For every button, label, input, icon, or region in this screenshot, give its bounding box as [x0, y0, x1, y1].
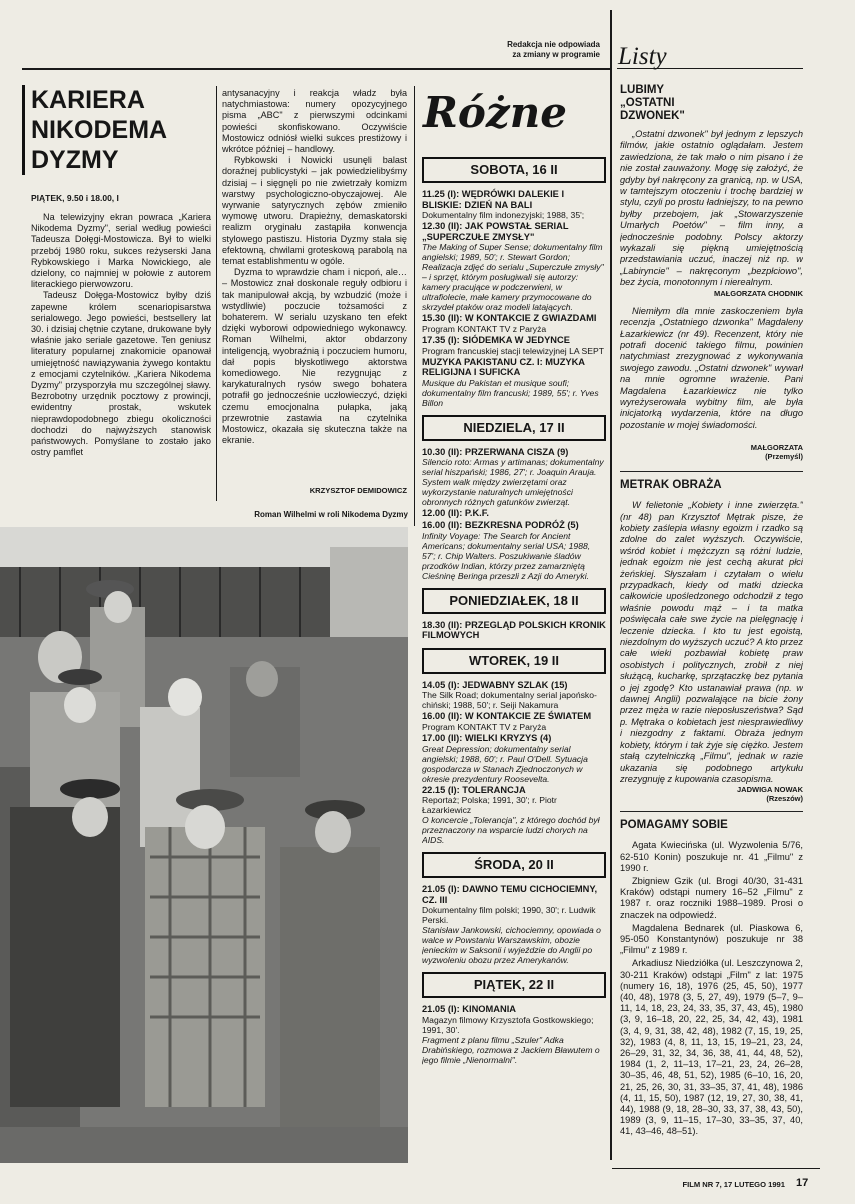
photo-caption: Roman Wilhelmi w roli Nikodema Dyzmy	[254, 510, 408, 519]
letter-title-lubimy	[620, 84, 803, 123]
footer-issue: FILM NR 7, 17 LUTEGO 1991	[682, 1180, 785, 1189]
letter-signature: MAŁGORZATA CHODNIK	[713, 288, 803, 298]
letter-body	[620, 500, 803, 803]
day-header-monday: PONIEDZIAŁEK, 18 II	[422, 588, 606, 614]
program-entry-desc: Magazyn filmowy Krzysztofa Gostkowskiego; 1991, 30'.	[422, 1014, 594, 1035]
program-entry	[422, 221, 606, 312]
letter-title-line: DZWONEK"	[620, 110, 685, 122]
letter-signature: JADWIGA NOWAK	[737, 785, 803, 795]
article-title-line: DYZMY	[31, 146, 119, 174]
top-rule	[22, 68, 610, 70]
program-entry	[422, 520, 606, 581]
article-paragraph: Tadeusz Dołęga-Mostowicz byłby dziś zapewne królem scenariopisarstwa serialowego. Jego powieści, bestsellery lat 30. i dzisiaj chętnie czytane, drukowane były właśnie jako seriale gazetowe. Ten geniusz literatury popularnej znakomicie opanował umiejętność nawiązywania żywego kontaktu z emocjami czytelników. „Kariera Nikodema Dyzmy" przysporzyła mu szczególnej sławy. Bezrobotny urzędnik pocztowy z prowincji, ewidentny prostak, wskutek nieprawdopodobnego zbiegu okoliczności dochodzi do najwyższych stanowisk państwowych. Pomyślane to zostało jako ostry pamflet	[31, 290, 211, 458]
program-entry	[422, 335, 606, 356]
article-paragraph: Na telewizyjny ekran powraca „Kariera Nikodema Dyzmy", serial według powieści Tadeusza Dołęgi-Mostowicza. Był to wielki przebój 1980 roku, sukces reżyserski Jana Rybkowskiego i Marka Nowickiego, ale dzielony, co najmniej w połowie z autorem literackiego pierwowzoru.	[31, 212, 211, 290]
program-entry-title: 14.05 (I): JEDWABNY SZLAK (15)	[422, 679, 568, 690]
article-paragraph: antysanacyjny i reakcja władz była natychmiastowa: numery opozycyjnego pisma „ABC" z pierwszymi odcinkami powieści skonfiskowano. Oczywiście Mostowicz odniósł wielki sukces prestiżowy i wkrótce później – handlowy.	[222, 88, 407, 155]
program-entry-title: 12.00 (II): P.K.F.	[422, 508, 489, 519]
column-divider-program	[414, 86, 415, 526]
letter-title-metrak: METRAK OBRAŻA	[620, 479, 722, 492]
program-entry-desc: Stanisław Jankowski, cichociemny, opowiada o walce w Powstaniu Warszawskim, obozie jenieckim w Saksonii i wyjeździe do Anglii po wyzwoleniu obozu przez Amerykanów.	[422, 925, 601, 966]
letter-paragraph: Niemiłym dla mnie zaskoczeniem była recenzja „Ostatniego dzwonka" Magdaleny Łazarkiewicz (nr 49). Recenzent, który nie potrafi docenić takiego filmu, powinien natychmiast zrezygnować z wykonywania swojego zawodu. „Ostatni dzwonek" wywarł na mnie ogromne wrażenie. Pani Magdalena Łazarkiewicz nie tylko wyreżyserowała wybitny film, ale była inicjatorką wydarzenia, które na długo pozostanie w mojej świadomości.	[620, 305, 803, 430]
program-entry-title: 16.00 (II): W KONTAKCIE ZE ŚWIATEM	[422, 711, 592, 722]
footer-rule	[612, 1168, 820, 1169]
exchange-item: Magdalena Bednarek (ul. Piaskowa 6, 95-050 Konstantynów) poszukuje nr 38 „Filmu" z 1989 r.	[620, 922, 803, 956]
exchange-notices	[620, 840, 803, 1137]
program-entry	[422, 733, 606, 784]
program-entry-title: 18.30 (II): PRZEGLĄD POLSKICH KRONIK FILMOWYCH	[422, 619, 606, 641]
exchange-item: Zbigniew Gzik (ul. Brogi 40/30, 31-431 Kraków) odstąpi numery 16–52 „Filmu" z 1987 r. oraz roczniki 1988–1989. Prosi o znaczek na odpowiedź.	[620, 875, 803, 920]
article-author: KRZYSZTOF DEMIDOWICZ	[309, 486, 407, 495]
divider	[620, 471, 803, 472]
program-heading: Różne	[423, 88, 568, 137]
program-entry-desc: Great Depression; dokumentalny serial angielski; 1988, 60'; r. Paul O'Dell. Sytuacja gospodarcza w Stanach Zjednoczonych w okresie prezydentury Roosevelta.	[422, 743, 588, 784]
program-entry	[422, 620, 606, 641]
letter-title-line: LUBIMY	[620, 84, 665, 96]
page-number: 17	[796, 1177, 809, 1189]
article-column-2	[222, 88, 407, 483]
letters-column	[620, 84, 803, 1164]
program-entry-desc: Fragment z planu filmu „Szuler" Adka Drabińskiego, rozmowa z Jackiem Bławutem o jego filmie „Nienormalni".	[422, 1034, 600, 1065]
program-entry-title: MUZYKA PAKISTANU CZ. I: MUZYKA RELIGIJNA I SUFICKA	[422, 356, 585, 378]
article-title-line: NIKODEMA	[31, 116, 168, 144]
article-title	[22, 85, 221, 175]
letter-paragraph: W felietonie „Kobiety i inne zwierzęta." (nr 48) pan Krzysztof Mętrak pisze, że kobiety zaślepia własny egoizm i rzadko są zdolne do zalet wyższych. Oczywiście, wśród kobiet i mężczyzn są różni ludzie, jednak egoizm nie jest cechą akurat płci żeńskiej. Słyszałam i czytałam o wielu przypadkach, kiedy od matki dziecka całkowicie upośledzonego odchodził z tego właśnie powodu mąż – i ta matka poświęcała całe swe życie na pielęgnację i leczenie dziecka. I kto tu jest egoistą, niezdolnym do wyższych uczuć? A kto przez całe wieki pozbawiał kobietę praw osobistych i politycznych, zrobił z niej służącą, kucharkę, sprzątaczkę bez pytania o jej zgodę? Kto ustanawiał prawa (np. w dawnej Anglii) pozwalające na bicie żony przez męża w razie nieposłuszeństwa? Sąd p. Mętraka o kobietach jest niesprawiedliwy i niezgodny z faktami. Obraża jednym kobiety, którym i tak żyje się ciężko. Jestem stałą czytelniczką „Filmu", jednak w razie ukazania się podobnego artykułu zrezygnuję z kupowania czasopisma.	[620, 500, 803, 784]
program-entry-desc: Program KONTAKT TV z Paryża	[422, 323, 547, 334]
day-header-saturday: SOBOTA, 16 II	[422, 157, 606, 183]
day-header-tuesday: WTOREK, 19 II	[422, 648, 606, 674]
letter-city: (Rzeszów)	[766, 794, 803, 804]
program-entry-title: 15.30 (II): W KONTAKCIE Z GWIAZDAMI	[422, 313, 597, 324]
letter-title-line: „OSTATNI	[620, 97, 675, 109]
film-still-photo	[0, 527, 408, 1163]
letter-body	[620, 129, 803, 461]
exchange-item: Arkadiusz Niedziółka (ul. Leszczynowa 2, 30-211 Kraków) odstąpi „Film" z lat: 1975 (numery 16, 18), 1976 (25, 45, 50), 1977 (40, 48), 1978 (3, 5, 27, 49), 1979 (5–7, 9–11, 14, 18, 23, 24, 33, 35, 37, 43, 45), 1980 (3, 9, 16–18, 20, 22, 25, 34, 42, 43), 1981 (3, 4, 9, 31, 38, 42, 48), 1982 (7, 15, 19, 25, 32), 1983 (4, 8, 11, 13, 15, 19–21, 23, 24, 26–29, 31, 32, 34, 36, 38, 41, 44, 48, 52), 1984 (1, 2, 11–13, 17–21, 23, 24, 26–28, 30–35, 46, 48, 51, 52), 1985 (6–10, 16, 20, 21, 25, 26, 30, 31, 33–35, 37, 41, 48), 1986 (4, 11, 15, 50), 1987 (12, 19, 27, 30, 38, 41, 44), 1988 (9, 18, 28–30, 33, 37, 38, 43, 50), 1989 (3, 9, 11–15, 17–30, 33–35, 37, 40, 41, 43–46, 48–51).	[620, 958, 803, 1137]
program-entry-title: 11.25 (I): WĘDRÓWKI DALEKIE I BLISKIE: DZIEŃ NA BALI	[422, 189, 565, 210]
article-title-line: KARIERA	[31, 86, 145, 114]
article-divider	[216, 86, 217, 501]
article-paragraph: Dyzma to wprawdzie cham i nicpoń, ale… – Mostowicz znał doskonale reguły odbioru i tak manipulował akcją, by wzbudzić (może i wstydliwie) poczucie tożsamości z bohaterem. W serialu uzyskano ten efekt dzięki wyborowi odpowiedniego wykonawcy. Roman Wilhelmi, aktor obdarzony inteligencją, wyobraźnią i poczuciem humoru, dał popis błyskotliwego aktorstwa komediowego. Nie rezygnując z karykaturalnych rysów swego bohatera potrafił go jednocześnie uczłowieczyć, dzięki czemu emocjonalna pułapka, jaką przewrotnie zastawia na czytelnika Mostowicz, okazała się skuteczna także na ekranie.	[222, 267, 407, 446]
program-entry-desc: O koncercie „Tolerancja", z którego dochód był przeznaczony na wsparcie ludzi chorych na AIDS.	[422, 815, 600, 846]
film-still-illustration	[0, 527, 408, 1163]
program-entry-desc: Silencio roto: Armas y artimanas; dokumentalny serial hiszpański; 1986, 27'; r. Joaquin Arauja. System walk między zwierzętami oraz wykorzystanie naturalnych umiejętności obronnych różnych gatunków zwierząt.	[422, 457, 604, 508]
program-entry	[422, 189, 606, 220]
program-entry-desc: Program francuskiej stacji telewizyjnej LA SEPT	[422, 345, 604, 356]
program-entry-title: 16.00 (II): BEZKRESNA PODRÓŻ (5)	[422, 519, 579, 530]
letter-paragraph: „Ostatni dzwonek" był jednym z lepszych filmów, jakie ostatnio oglądałam. Jestem zawiedziona, że tak mało o nim pisano i że nie został zauważony. Mogę się założyć, że gdyby był nakręcony za granicą, np. w USA, w tamtejszym otoczeniu i trochę bardziej w stylu, czyli po prostu ładniejszy, to na pewno byłby przebojem, jak „Stowarzyszenie Umarłych Poetów" – film inny, a jednocześnie podobny. Polscy aktorzy wykazali się piękną umiejętnością przedstawiania uczuć, inaczej niż np. w „Labiryncie" – nakręconym „bezpłciowo", bez życia, monotonnym i nierealnym.	[620, 129, 803, 288]
program-entry-desc: Program KONTAKT TV z Paryża	[422, 721, 547, 732]
program-entry	[422, 1004, 606, 1065]
program-entry-title: 12.30 (II): JAK POWSTAŁ SERIAL „SUPERCZUŁE ZMYSŁY"	[422, 221, 569, 242]
day-header-wednesday: ŚRODA, 20 II	[422, 852, 606, 878]
section-label: Listy	[618, 43, 667, 70]
program-entry-title: 22.15 (I): TOLERANCJA	[422, 784, 526, 795]
program-entry	[422, 313, 606, 334]
article-column-1	[31, 212, 211, 502]
program-entry	[422, 785, 606, 846]
program-entry-title: 10.30 (II): PRZERWANA CISZA (9)	[422, 446, 569, 457]
program-entry-title: 17.35 (I): SIÓDEMKA W JEDYNCE	[422, 334, 570, 345]
day-header-friday: PIĄTEK, 22 II	[422, 972, 606, 998]
program-entry-desc: Infinity Voyage: The Search for Ancient Americans; dokumentalny serial USA; 1988, 57'; r. Chip Walters. Poszukiwanie śladów przodków Indian, którzy przez zamarzniętą Cieśninę Beringa przeszli z Azji do Ameryki.	[422, 530, 591, 581]
program-entry	[422, 884, 606, 965]
program-entry-title: 21.05 (I): KINOMANIA	[422, 1004, 517, 1015]
program-entry-desc: Reportaż; Polska; 1991, 30'; r. Piotr Łazarkiewicz	[422, 795, 557, 816]
divider	[620, 811, 803, 812]
exchange-item: Agata Kwiecińska (ul. Wyzwolenia 5/76, 62-510 Konin) poszukuje nr. 41 „Filmu" z 1990 r.	[620, 840, 803, 873]
article-schedule: PIĄTEK, 9.50 i 18.00, I	[31, 193, 119, 203]
day-header-sunday: NIEDZIELA, 17 II	[422, 415, 606, 441]
program-entry-desc: Dokumentalny film polski; 1990, 30'; r. Ludwik Perski.	[422, 905, 596, 926]
notice-line1: Redakcja nie odpowiada	[507, 40, 600, 49]
program-entry-title: 21.05 (I): DAWNO TEMU CICHOCIEMNY, CZ. III	[422, 884, 598, 905]
program-list	[422, 150, 606, 1160]
program-entry-desc: The Silk Road; dokumentalny serial japońsko-chiński; 1988, 50'; r. Seiji Nakamura	[422, 690, 597, 711]
program-entry	[422, 508, 606, 519]
article-paragraph: Rybkowski i Nowicki usunęli balast doraźnej publicystyki – jak powiedzielibyśmy dzisiaj – i sięgnęli po nie zwietrzały komizm warstwy psychologiczno-obyczajowej. Ale wyrwanie satyrycznych zębów zmieniło wymowę utworu. Drapieżny, demaskatorski realizm oryginału zastąpiła konwencja stylowego pastiszu. Historia Dyzmy stała się efektowną, chwilami groteskową parabolą na temat establishmentu w ogóle.	[222, 155, 407, 267]
letter-signature: MAŁGORZATA	[750, 443, 803, 453]
program-entry	[422, 711, 606, 732]
program-entry-desc: Musique du Pakistan et musique soufi; dokumentalny film francuski; 1989, 55'; r. Yves Billon	[422, 377, 599, 408]
program-entry	[422, 680, 606, 711]
program-entry	[422, 447, 606, 508]
letter-city: (Przemyśl)	[765, 452, 803, 462]
notice-line2: za zmiany w programie	[512, 49, 600, 59]
program-entry	[422, 357, 606, 408]
notice	[470, 40, 600, 59]
program-entry-desc: The Making of Super Sense; dokumentalny film angielski; 1989, 50'; r. Stewart Gordon; Realizacja zdjęć do serialu „Superczułe zmysły" – i sprzęt, którym posługiwali się autorzy: kamery pracujące w podczerwieni, w ultrafiolecie, małe kamery przymocowane do skrzydeł ptaków oraz modeli latających.	[422, 242, 604, 313]
column-divider-main	[610, 10, 612, 1160]
program-entry-title: 17.00 (II): WIELKI KRYZYS (4)	[422, 732, 552, 743]
program-entry-desc: Dokumentalny film indonezyjski; 1988, 35';	[422, 210, 585, 221]
letter-title-pomagamy: POMAGAMY SOBIE	[620, 819, 728, 832]
